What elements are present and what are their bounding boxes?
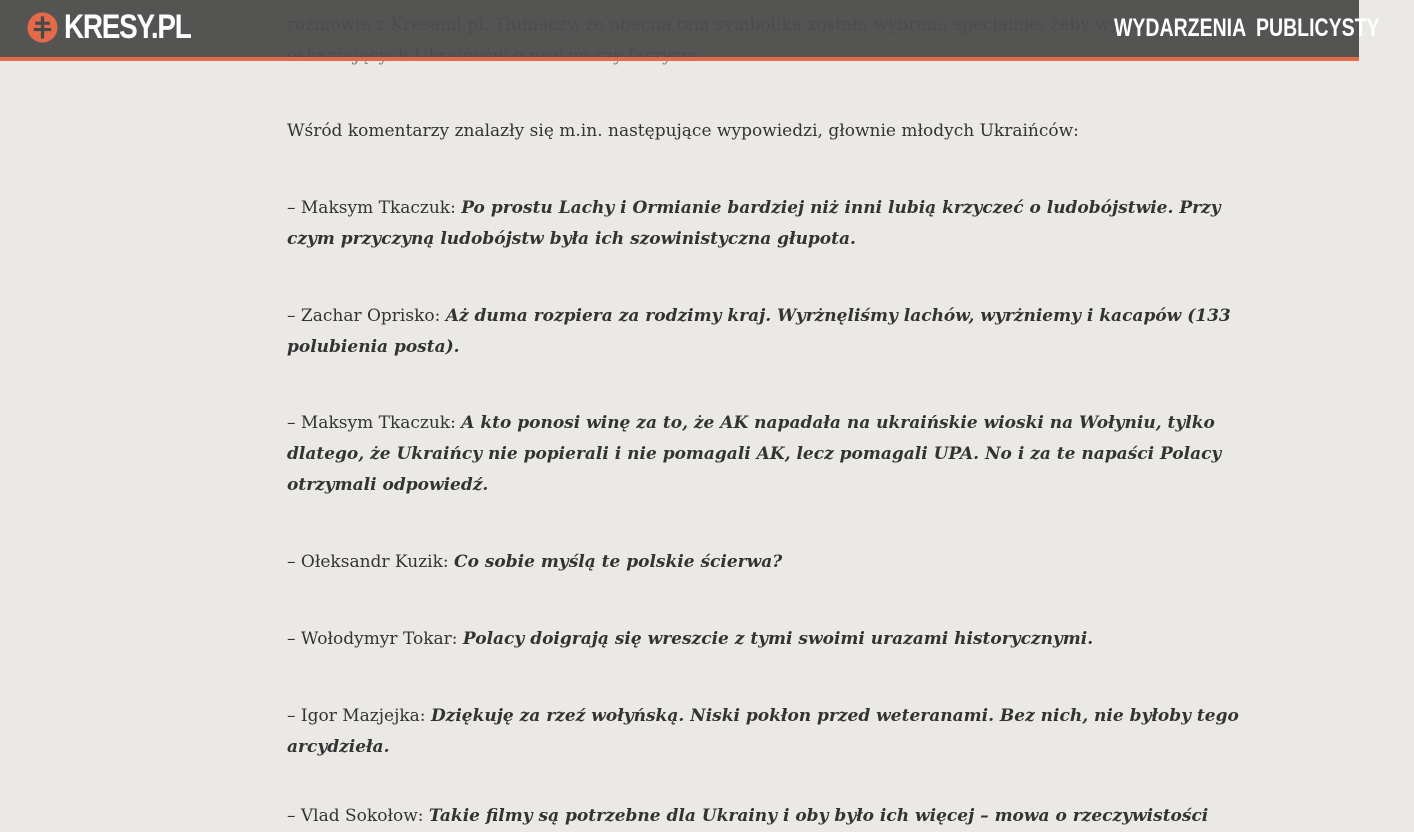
- article-lead-paragraph: Wśród komentarzy znalazły się m.in. następujące wypowiedzi, głownie młodych Ukraińców:: [287, 121, 1079, 141]
- double-cross-logo-icon: [27, 12, 58, 43]
- site-logo[interactable]: [27, 9, 218, 45]
- comment-quote: [287, 408, 1262, 501]
- comment-quote: [287, 801, 1262, 832]
- comment-text: Dziękuję za rzeź wołyńską. Niski pokłon przed weteranami. Bez nich, nie byłoby tego arcydzieła.: [287, 706, 1239, 757]
- comment-text: Aż duma rozpiera za rodzimy kraj. Wyrżnęliśmy lachów, wyrżniemy i kacapów (133 polubienia posta).: [287, 306, 1231, 357]
- comment-quote: [287, 193, 1262, 255]
- comment-author: – Wołodymyr Tokar:: [287, 629, 463, 649]
- comment-quote: [287, 301, 1262, 363]
- comment-quote: [287, 701, 1262, 763]
- comment-author: – Zachar Oprisko:: [287, 306, 446, 326]
- comment-author: – Ołeksandr Kuzik:: [287, 552, 455, 572]
- comment-text: Po prostu Lachy i Ormianie bardziej niż inni lubią krzyczeć o ludobójstwie. Przy czym przyczyną ludobójstw była ich szowinistyczna głupota.: [287, 198, 1221, 249]
- comment-text: Polacy doigrają się wreszcie z tymi swoimi urazami historycznymi.: [462, 629, 1094, 649]
- comment-text: A kto ponosi winę za to, że AK napadała na ukraińskie wioski na Wołyniu, tylko dlatego, że Ukraińcy nie popierali i nie pomagali AK, lecz pomagali UPA. No i za te napaści Polacy otrzymali odpowiedź.: [287, 413, 1222, 495]
- comment-text: Takie filmy są potrzebne dla Ukrainy i oby było ich więcej – mowa o rzeczywistości: [428, 806, 1209, 826]
- comment-author: – Igor Mazjejka:: [287, 706, 431, 726]
- nav-item-wydarzenia[interactable]: WYDARZENIA: [1114, 14, 1247, 42]
- comment-quote: [287, 547, 1262, 578]
- comment-author: – Maksym Tkaczuk:: [287, 413, 462, 433]
- comment-author: – Vlad Sokołow:: [287, 806, 429, 826]
- comment-quote: [287, 624, 1262, 655]
- comment-text: Co sobie myślą te polskie ścierwa?: [454, 552, 783, 572]
- comment-author: – Maksym Tkaczuk:: [287, 198, 462, 218]
- main-nav: [1114, 0, 1414, 57]
- site-header: [0, 0, 1380, 57]
- nav-item-publicystyka[interactable]: PUBLICYSTY: [1256, 14, 1380, 42]
- header-accent-stripe: [0, 57, 1359, 61]
- logo-text: KRESY.PL: [64, 8, 191, 46]
